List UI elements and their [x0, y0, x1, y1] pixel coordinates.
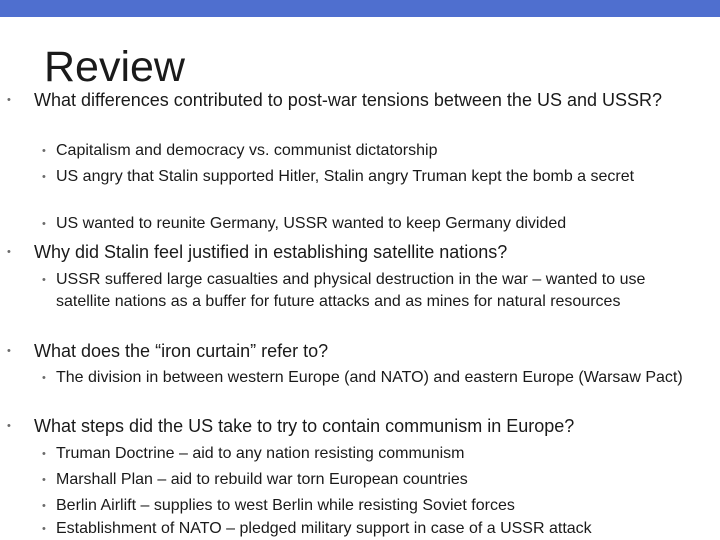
bullet-icon: • [7, 420, 11, 432]
bullet-icon: • [42, 218, 46, 230]
answer-4-3 [42, 495, 696, 517]
answer-1-1 [42, 140, 696, 162]
question-text: Why did Stalin feel justified in establishing satellite nations? [34, 242, 508, 262]
bullet-icon: • [42, 171, 46, 183]
answer-text: US angry that Stalin supported Hitler, Stalin angry Truman kept the bomb a secret [56, 168, 635, 185]
answer-4-2 [42, 469, 696, 491]
question-text: What differences contributed to post-war tensions between the US and USSR? [34, 90, 663, 110]
bullet-icon: • [42, 474, 46, 486]
question-4 [7, 414, 694, 439]
slide-title: Review [44, 43, 185, 91]
answer-4-1 [42, 443, 696, 465]
answer-text: US wanted to reunite Germany, USSR wanted to keep Germany divided [56, 215, 567, 232]
bullet-icon: • [7, 94, 11, 106]
bullet-icon: • [42, 274, 46, 286]
question-3 [7, 339, 694, 364]
bullet-icon: • [7, 345, 11, 357]
bullet-icon: • [7, 246, 11, 258]
bullet-icon: • [42, 372, 46, 384]
answer-text: Berlin Airlift – supplies to west Berlin while resisting Soviet forces [56, 497, 515, 514]
answer-text: USSR suffered large casualties and physical destruction in the war – wanted to use satellite nations as a buffer for future attacks and as mines for natural resources [56, 271, 646, 310]
answer-text: Truman Doctrine – aid to any nation resisting communism [56, 445, 465, 462]
bullet-icon: • [42, 500, 46, 512]
answer-text: Marshall Plan – aid to rebuild war torn European countries [56, 471, 468, 488]
question-text: What steps did the US take to try to contain communism in Europe? [34, 416, 575, 436]
bullet-icon: • [42, 448, 46, 460]
question-1 [7, 88, 694, 113]
answer-2-1 [42, 269, 696, 313]
answer-text: Establishment of NATO – pledged military support in case of a USSR attack [56, 520, 592, 537]
bullet-icon: • [42, 145, 46, 157]
answer-3-1 [42, 367, 696, 389]
answer-1-3 [42, 213, 696, 235]
bullet-icon: • [42, 523, 46, 535]
answer-text: Capitalism and democracy vs. communist dictatorship [56, 142, 438, 159]
answer-text: The division in between western Europe (and NATO) and eastern Europe (Warsaw Pact) [56, 369, 683, 386]
answer-4-4 [42, 518, 696, 540]
question-2 [7, 240, 694, 265]
answer-1-2 [42, 166, 696, 188]
question-text: What does the “iron curtain” refer to? [34, 341, 329, 361]
